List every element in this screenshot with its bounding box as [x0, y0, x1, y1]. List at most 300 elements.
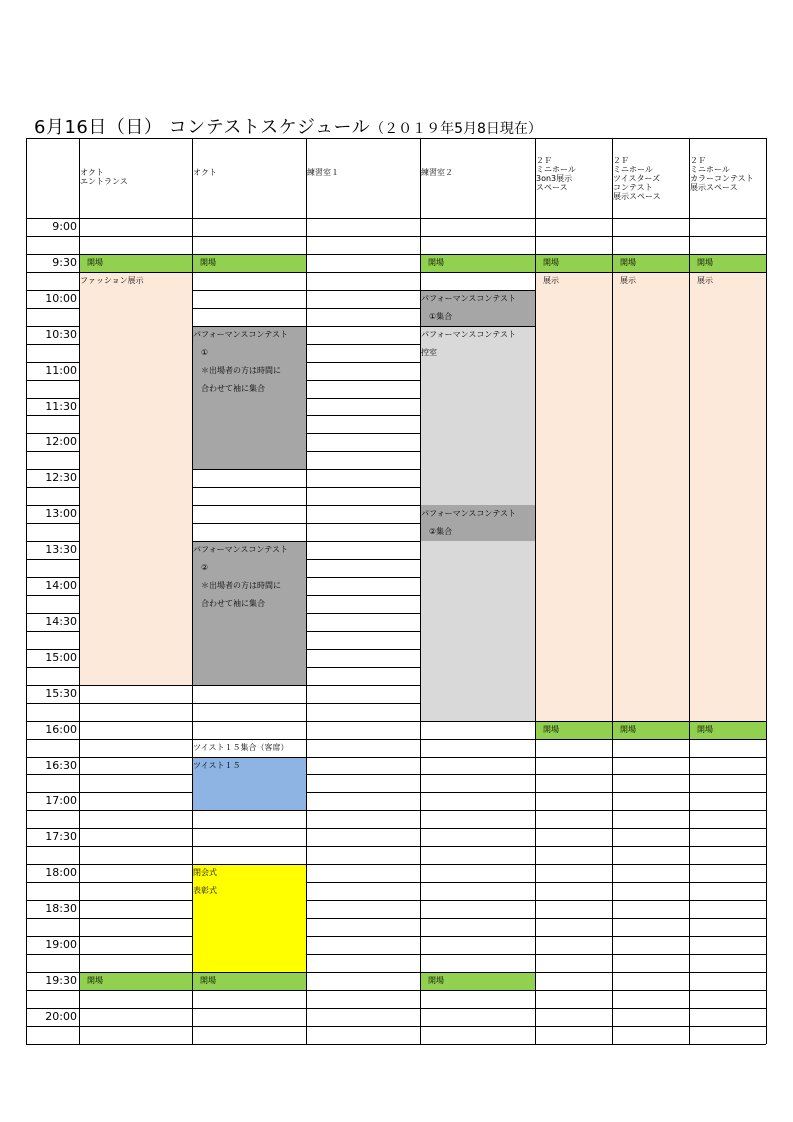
grid-line	[612, 1026, 689, 1027]
grid-line	[612, 138, 613, 1044]
grid-line	[612, 882, 689, 883]
time-label: 15:00	[45, 650, 77, 664]
grid-line	[26, 721, 79, 722]
grid-line	[26, 290, 79, 291]
grid-line	[689, 936, 766, 937]
grid-line	[689, 828, 766, 829]
grid-line	[79, 757, 192, 758]
grid-line	[420, 990, 535, 991]
event-text: 合わせて袖に集合	[201, 383, 265, 393]
grid-line	[689, 972, 766, 973]
grid-line	[26, 451, 79, 452]
grid-line	[612, 846, 689, 847]
grid-line	[535, 990, 612, 991]
grid-line	[535, 254, 612, 255]
grid-line	[79, 846, 192, 847]
event-text: 表彰式	[193, 886, 217, 896]
event-text: 展示	[543, 275, 559, 285]
grid-line	[79, 936, 192, 937]
grid-line	[306, 649, 420, 650]
grid-line	[26, 846, 79, 847]
grid-line	[420, 721, 535, 722]
grid-line	[420, 972, 535, 973]
grid-line	[26, 398, 79, 399]
grid-line	[192, 1026, 306, 1027]
grid-line	[535, 774, 612, 775]
grid-line	[26, 380, 79, 381]
grid-line	[306, 326, 420, 327]
grid-line	[306, 864, 420, 865]
grid-line	[689, 138, 690, 1044]
event-text: ②	[201, 563, 209, 573]
grid-line	[306, 972, 420, 973]
grid-line	[192, 505, 306, 506]
grid-line	[192, 290, 306, 291]
grid-line	[612, 990, 689, 991]
grid-line	[306, 505, 420, 506]
grid-line	[535, 721, 612, 722]
grid-line	[535, 810, 612, 811]
grid-line	[79, 774, 192, 775]
grid-line	[26, 326, 79, 327]
grid-line	[689, 236, 766, 237]
grid-line	[420, 272, 535, 273]
grid-line	[535, 1026, 612, 1027]
event-text: ツイスト１５	[193, 760, 241, 770]
event-text: パフォーマンスコンテスト	[421, 293, 517, 303]
grid-line	[420, 290, 535, 291]
grid-line	[535, 272, 612, 273]
grid-line	[79, 972, 192, 973]
grid-line	[306, 703, 420, 704]
grid-line	[26, 308, 79, 309]
grid-line	[192, 541, 306, 542]
grid-line	[26, 362, 79, 363]
grid-line	[26, 954, 79, 955]
grid-line	[535, 739, 612, 740]
grid-line	[689, 954, 766, 955]
grid-line	[192, 828, 306, 829]
column-header-7: ２Ｆ ミニホール カラーコンテスト 展示スペース	[690, 156, 754, 192]
grid-line	[612, 236, 689, 237]
grid-line	[26, 469, 79, 470]
grid-line	[26, 990, 79, 991]
grid-line	[420, 828, 535, 829]
grid-line	[612, 272, 689, 273]
grid-line	[306, 882, 420, 883]
grid-line	[306, 792, 420, 793]
grid-line	[689, 900, 766, 901]
grid-line	[192, 739, 306, 740]
grid-line	[26, 918, 79, 919]
time-label: 11:30	[45, 399, 77, 413]
time-label: 18:00	[45, 866, 77, 880]
grid-line	[420, 954, 535, 955]
grid-line	[79, 990, 192, 991]
grid-line	[26, 541, 79, 542]
grid-line	[612, 954, 689, 955]
grid-line	[535, 1044, 612, 1045]
title-date: （２０１９年5月8日現在）	[370, 121, 542, 137]
grid-line	[26, 792, 79, 793]
grid-line	[306, 254, 420, 255]
event-text: 開場	[428, 257, 444, 267]
grid-line	[26, 272, 79, 273]
time-label: 13:00	[45, 507, 77, 521]
grid-line	[306, 990, 420, 991]
grid-line	[192, 721, 306, 722]
grid-line	[689, 272, 766, 273]
grid-line	[26, 218, 79, 219]
grid-line	[79, 954, 192, 955]
grid-line	[26, 864, 79, 865]
event-text: ＊出場者の方は時間に	[201, 581, 281, 590]
grid-line	[306, 451, 420, 452]
grid-line	[192, 1008, 306, 1009]
grid-line	[26, 1044, 79, 1045]
grid-line	[689, 882, 766, 883]
grid-line	[689, 1044, 766, 1045]
grid-line	[192, 703, 306, 704]
grid-line	[26, 774, 79, 775]
grid-line	[612, 792, 689, 793]
column-header-1: オクト エントランス	[80, 168, 128, 186]
grid-line	[306, 774, 420, 775]
event-text: 開場	[620, 724, 636, 734]
grid-line	[535, 972, 612, 973]
event-text: 展示	[620, 275, 636, 285]
grid-line	[612, 1008, 689, 1009]
grid-line	[26, 1008, 79, 1009]
time-label: 9:00	[52, 220, 77, 233]
time-label: 17:00	[45, 794, 77, 808]
event-text: パフォーマンスコンテスト	[421, 509, 517, 519]
time-label: 19:00	[45, 938, 77, 951]
grid-line	[306, 362, 420, 363]
event-text: 閉会式	[193, 868, 217, 878]
grid-line	[420, 900, 535, 901]
grid-line	[306, 433, 420, 434]
grid-line	[306, 236, 420, 237]
grid-line	[689, 721, 766, 722]
grid-line	[79, 864, 192, 865]
grid-line	[306, 1008, 420, 1009]
time-label: 9:30	[52, 255, 77, 269]
grid-line	[79, 792, 192, 793]
grid-line	[306, 577, 420, 578]
grid-line	[306, 218, 420, 219]
grid-line	[79, 918, 192, 919]
event-block-ceremony	[192, 864, 306, 972]
time-label: 12:00	[45, 435, 77, 449]
grid-line	[420, 774, 535, 775]
grid-line	[192, 990, 306, 991]
grid-line	[26, 972, 79, 973]
grid-line	[420, 254, 535, 255]
grid-line	[612, 936, 689, 937]
event-text: 展示	[697, 275, 713, 285]
grid-line	[306, 613, 420, 614]
grid-line	[689, 846, 766, 847]
grid-line	[79, 1008, 192, 1009]
grid-line	[26, 523, 79, 524]
time-label: 18:30	[45, 902, 77, 916]
grid-line	[420, 1044, 535, 1045]
time-label: 12:30	[45, 471, 77, 485]
grid-line	[26, 613, 79, 614]
grid-line	[306, 469, 420, 470]
grid-line	[535, 900, 612, 901]
grid-line	[79, 1044, 192, 1045]
time-label: 19:30	[45, 973, 77, 987]
grid-line	[420, 918, 535, 919]
grid-line	[420, 326, 535, 327]
grid-line	[26, 505, 79, 506]
grid-line	[306, 828, 420, 829]
grid-line	[535, 218, 612, 219]
grid-line	[420, 810, 535, 811]
grid-line	[689, 918, 766, 919]
grid-line	[192, 487, 306, 488]
event-text: ＊出場者の方は時間に	[201, 365, 281, 375]
grid-line	[306, 954, 420, 955]
grid-line	[192, 523, 306, 524]
grid-line	[306, 523, 420, 524]
grid-line	[612, 900, 689, 901]
grid-line	[26, 703, 79, 704]
grid-line	[306, 631, 420, 632]
event-text: 開場	[697, 724, 713, 734]
column-header-3: 練習室１	[307, 168, 339, 177]
grid-line	[26, 936, 79, 937]
time-label: 17:30	[45, 830, 77, 844]
grid-line	[306, 667, 420, 668]
time-label: 13:30	[45, 543, 77, 557]
grid-line	[26, 757, 79, 758]
grid-line	[612, 774, 689, 775]
grid-line	[689, 864, 766, 865]
column-header-5: ２Ｆ ミニホール 3on3展示 スペース	[536, 156, 576, 192]
grid-line	[535, 882, 612, 883]
grid-line	[79, 254, 192, 255]
grid-line	[420, 846, 535, 847]
grid-line	[420, 936, 535, 937]
grid-line	[689, 810, 766, 811]
grid-line	[535, 138, 536, 1044]
time-label: 15:30	[45, 686, 77, 700]
event-block-perf-contest-1	[192, 326, 306, 470]
grid-line	[192, 254, 306, 255]
grid-line	[26, 685, 79, 686]
grid-line	[535, 936, 612, 937]
grid-line	[26, 828, 79, 829]
grid-line	[26, 433, 79, 434]
event-text: パフォーマンスコンテスト	[421, 329, 517, 339]
grid-line	[79, 1026, 192, 1027]
grid-line	[306, 415, 420, 416]
grid-line	[192, 308, 306, 309]
event-text: ファッション展示	[80, 275, 144, 285]
grid-line	[689, 990, 766, 991]
grid-line	[26, 631, 79, 632]
grid-line	[612, 721, 689, 722]
grid-line	[535, 864, 612, 865]
grid-line	[79, 810, 192, 811]
time-label: 16:30	[45, 758, 77, 772]
event-block-fashion-exhibit	[79, 272, 192, 685]
grid-line	[689, 254, 766, 255]
grid-line	[306, 846, 420, 847]
grid-line	[26, 649, 79, 650]
column-header-6: ２Ｆ ミニホール ツイスターズ コンテスト 展示スペース	[613, 156, 661, 201]
grid-line	[420, 138, 421, 1044]
grid-line	[766, 138, 767, 1044]
event-text: 控室	[421, 347, 437, 357]
grid-line	[420, 792, 535, 793]
grid-line	[535, 236, 612, 237]
grid-line	[689, 757, 766, 758]
grid-line	[612, 918, 689, 919]
grid-line	[79, 703, 192, 704]
time-label: 20:00	[45, 1009, 77, 1023]
event-block-waiting-room-cont	[420, 541, 535, 721]
grid-line	[420, 864, 535, 865]
title-main: 6月16日（日） コンテストスケジュール	[34, 117, 371, 138]
event-text: 開場	[543, 257, 559, 267]
grid-line	[306, 936, 420, 937]
event-text: 開場	[200, 257, 216, 267]
grid-line	[535, 954, 612, 955]
event-block-exhibit-twisters	[612, 272, 689, 721]
grid-line	[612, 1044, 689, 1045]
grid-line	[612, 864, 689, 865]
grid-line	[306, 918, 420, 919]
grid-line	[79, 739, 192, 740]
grid-line	[26, 739, 79, 740]
event-block-perf-contest-2	[192, 541, 306, 685]
grid-line	[192, 685, 306, 686]
grid-line	[26, 487, 79, 488]
event-block-exhibit-color	[689, 272, 766, 721]
grid-line	[612, 757, 689, 758]
grid-line	[306, 541, 420, 542]
grid-line	[26, 559, 79, 560]
grid-line	[79, 272, 192, 273]
event-text: ツイスト１５集合（客席）	[193, 742, 289, 752]
grid-line	[612, 972, 689, 973]
grid-line	[612, 254, 689, 255]
grid-line	[689, 739, 766, 740]
grid-line	[192, 272, 306, 273]
grid-line	[689, 1008, 766, 1009]
grid-line	[306, 595, 420, 596]
grid-line	[192, 236, 306, 237]
grid-line	[420, 757, 535, 758]
grid-line	[26, 900, 79, 901]
event-text: ①集合	[429, 311, 453, 321]
grid-line	[306, 810, 420, 811]
grid-line	[689, 774, 766, 775]
grid-line	[79, 236, 192, 237]
grid-line	[306, 380, 420, 381]
event-text: 開場	[620, 257, 636, 267]
grid-line	[192, 972, 306, 973]
grid-line	[612, 828, 689, 829]
grid-line	[306, 290, 420, 291]
grid-line	[420, 1008, 535, 1009]
grid-line	[306, 344, 420, 345]
grid-line	[192, 864, 306, 865]
time-label: 16:00	[45, 722, 77, 736]
grid-line	[689, 1026, 766, 1027]
grid-line	[535, 918, 612, 919]
grid-line	[306, 721, 420, 722]
grid-line	[306, 900, 420, 901]
grid-line	[306, 487, 420, 488]
grid-line	[26, 236, 79, 237]
grid-line	[689, 218, 766, 219]
event-text: 開場	[697, 257, 713, 267]
grid-line	[535, 846, 612, 847]
grid-line	[79, 900, 192, 901]
grid-line	[26, 882, 79, 883]
grid-line	[26, 577, 79, 578]
grid-line	[306, 398, 420, 399]
event-text: 開場	[543, 724, 559, 734]
grid-line	[26, 1026, 79, 1027]
grid-line	[79, 685, 192, 686]
grid-line	[26, 138, 766, 139]
time-label: 10:00	[45, 291, 77, 305]
grid-line	[420, 236, 535, 237]
grid-line	[306, 1044, 420, 1045]
event-text: 開場	[200, 975, 216, 985]
grid-line	[192, 810, 306, 811]
grid-line	[192, 218, 306, 219]
grid-line	[535, 792, 612, 793]
grid-line	[306, 1026, 420, 1027]
grid-line	[535, 1008, 612, 1009]
grid-line	[306, 559, 420, 560]
grid-line	[306, 757, 420, 758]
event-text: 開場	[428, 975, 444, 985]
grid-line	[79, 721, 192, 722]
grid-line	[612, 810, 689, 811]
grid-line	[79, 218, 192, 219]
event-block-waiting-room	[420, 326, 535, 506]
event-text: ①	[201, 347, 209, 357]
grid-line	[612, 739, 689, 740]
grid-line	[306, 308, 420, 309]
grid-line	[535, 757, 612, 758]
grid-line	[535, 828, 612, 829]
grid-line	[192, 1044, 306, 1045]
event-text: パフォーマンスコンテスト	[193, 329, 289, 339]
grid-line	[306, 685, 420, 686]
grid-line	[689, 792, 766, 793]
grid-line	[26, 595, 79, 596]
grid-line	[192, 326, 306, 327]
time-label: 14:30	[45, 614, 77, 628]
event-text: 合わせて袖に集合	[201, 598, 265, 608]
grid-line	[192, 469, 306, 470]
time-label: 10:30	[45, 327, 77, 341]
grid-line	[79, 138, 80, 1044]
grid-line	[420, 218, 535, 219]
grid-line	[26, 344, 79, 345]
event-text: パフォーマンスコンテスト	[193, 545, 289, 555]
grid-line	[306, 138, 307, 1044]
